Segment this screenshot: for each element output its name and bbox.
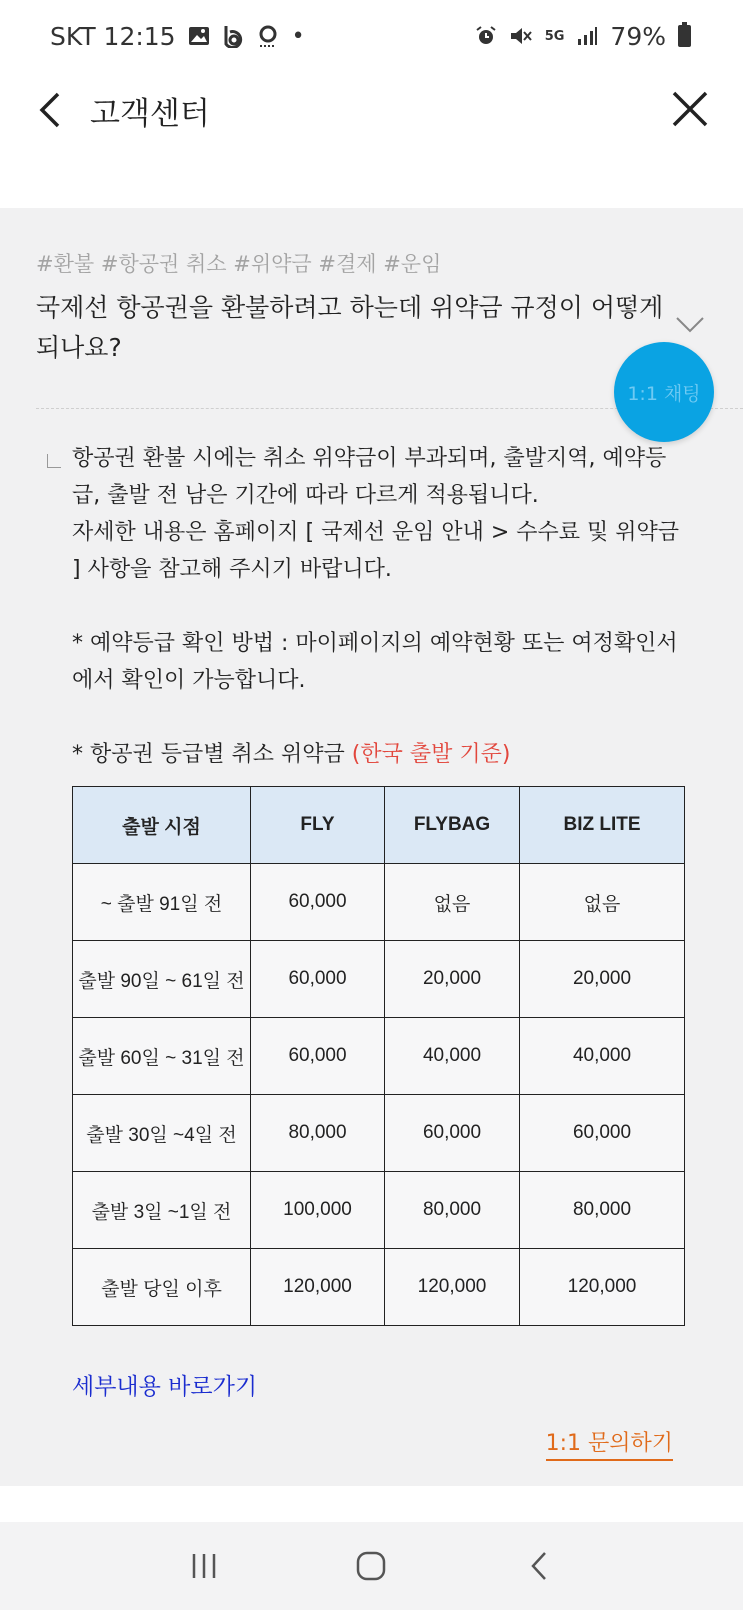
- gallery-icon: [188, 26, 210, 46]
- table-cell: 60,000: [520, 1095, 685, 1172]
- table-cell: 120,000: [520, 1249, 685, 1326]
- faq-tags: #환불 #항공권 취소 #위약금 #결제 #운임: [36, 252, 442, 276]
- table-cell: 120,000: [251, 1249, 385, 1326]
- home-icon: [355, 1550, 387, 1582]
- mute-icon: [509, 25, 533, 47]
- faq-question[interactable]: 국제선 항공권을 환불하려고 하는데 위약금 규정이 어떻게 되나요?: [36, 293, 664, 362]
- table-cell: 출발 3일 ~1일 전: [73, 1172, 251, 1249]
- table-header: FLYBAG: [385, 787, 520, 864]
- answer-line: * 예약등급 확인 방법 : 마이페이지의 예약현황 또는 여정확인서에서 확인이 가능합니다.: [72, 631, 678, 693]
- table-row: [73, 1172, 685, 1249]
- table-cell: 출발 30일 ~4일 전: [73, 1095, 251, 1172]
- table-row: [73, 864, 685, 941]
- page-title: 고객센터: [90, 96, 210, 132]
- table-cell: 60,000: [251, 941, 385, 1018]
- signal-icon: [576, 25, 598, 47]
- table-row: [73, 1095, 685, 1172]
- table-cell: ~ 출발 91일 전: [73, 864, 251, 941]
- status-left: [50, 22, 305, 51]
- table-row: [73, 1249, 685, 1326]
- cancellation-fee-table: [72, 786, 685, 1326]
- table-caption: [72, 736, 692, 773]
- table-cell: 120,000: [385, 1249, 520, 1326]
- page-header: [0, 72, 743, 206]
- answer-indent-icon: [47, 454, 61, 468]
- back-nav-button[interactable]: [519, 1546, 559, 1586]
- table-cell: 20,000: [520, 941, 685, 1018]
- battery-icon: [678, 25, 691, 47]
- table-row: [73, 1018, 685, 1095]
- table-cell: 80,000: [385, 1172, 520, 1249]
- back-button[interactable]: [36, 90, 66, 130]
- answer-line: 자세한 내용은 홈페이지 [ 국제선 운임 안내 > 수수료 및 위약금 ] 사항을 참고해 주시기 바랍니다.: [72, 520, 679, 582]
- table-cell: 80,000: [520, 1172, 685, 1249]
- table-cell: 40,000: [520, 1018, 685, 1095]
- table-cell: 80,000: [251, 1095, 385, 1172]
- table-cell: 출발 90일 ~ 61일 전: [73, 941, 251, 1018]
- chat-button[interactable]: [614, 342, 714, 442]
- chevron-up-down-icon: [675, 316, 705, 334]
- faq-content: [0, 208, 743, 1486]
- detail-link[interactable]: 세부내용 바로가기: [72, 1374, 258, 1400]
- table-cell: 없음: [385, 864, 520, 941]
- table-header-row: [73, 787, 685, 864]
- table-row: [73, 941, 685, 1018]
- table-header: FLY: [251, 787, 385, 864]
- answer-line: 항공권 환불 시에는 취소 위약금이 부과되며, 출발지역, 예약등급, 출발 전 남은 기간에 따라 다르게 적용됩니다.: [72, 446, 667, 508]
- battery-percent: 79%: [610, 21, 666, 51]
- status-bar: [0, 0, 743, 72]
- close-icon: [671, 90, 709, 128]
- close-button[interactable]: [671, 90, 709, 128]
- table-cell: 60,000: [251, 864, 385, 941]
- back-nav-icon: [529, 1550, 549, 1582]
- table-cell: 100,000: [251, 1172, 385, 1249]
- app-q-icon: [256, 24, 280, 48]
- inquiry-link[interactable]: 1:1 문의하기: [546, 1426, 673, 1461]
- table-cell: 출발 당일 이후: [73, 1249, 251, 1326]
- 5g-icon: 5G: [544, 28, 565, 44]
- chevron-left-icon: [36, 90, 66, 130]
- collapse-toggle[interactable]: [675, 316, 705, 334]
- caption-highlight: (한국 출발 기준): [351, 742, 511, 767]
- table-cell: 60,000: [385, 1095, 520, 1172]
- table-cell: 출발 60일 ~ 31일 전: [73, 1018, 251, 1095]
- table-cell: 60,000: [251, 1018, 385, 1095]
- table-header: 출발 시점: [73, 787, 251, 864]
- recent-apps-button[interactable]: [184, 1546, 224, 1586]
- faq-answer: [72, 440, 692, 773]
- notification-dot-icon: •: [291, 23, 305, 49]
- table-cell: 없음: [520, 864, 685, 941]
- table-cell: 20,000: [385, 941, 520, 1018]
- table-cell: 40,000: [385, 1018, 520, 1095]
- table-header: BIZ LITE: [520, 787, 685, 864]
- app-b-icon: [222, 24, 244, 48]
- chat-button-label: 1:1 채팅: [627, 382, 701, 405]
- recent-apps-icon: [189, 1552, 219, 1580]
- system-nav-bar: [0, 1522, 743, 1610]
- caption-text: * 항공권 등급별 취소 위약금: [72, 742, 352, 767]
- status-right: [475, 22, 691, 51]
- home-button[interactable]: [351, 1546, 391, 1586]
- alarm-icon: [475, 25, 497, 47]
- carrier-time: SKT 12:15: [50, 21, 176, 51]
